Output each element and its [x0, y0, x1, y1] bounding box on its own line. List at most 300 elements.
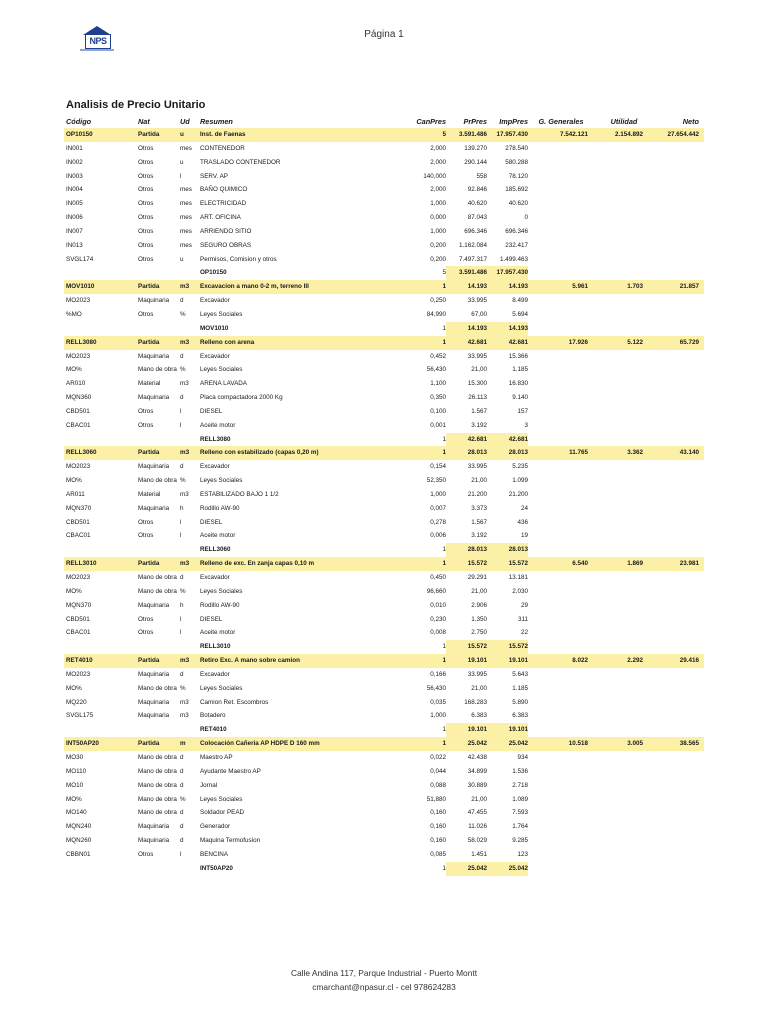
- cell-imppres: 15.572: [508, 643, 528, 651]
- cell-canpres: 140,000: [423, 172, 446, 180]
- cell-nat: Otros: [138, 407, 154, 415]
- cell-imppres: 28.013: [508, 546, 528, 554]
- table-row: [64, 142, 704, 156]
- cell-nat: Maquinaria: [138, 837, 170, 845]
- cell-nat: Mano de obra: [138, 574, 177, 581]
- cell-nat: Otros: [138, 518, 154, 526]
- cell-codigo: MO110: [66, 767, 87, 775]
- cell-nat: Mano de obra: [138, 366, 177, 374]
- cell-ud: d: [180, 753, 184, 761]
- cell-resumen: Relleno con arena: [200, 338, 255, 346]
- cell-canpres: 1: [442, 643, 446, 651]
- cell-codigo: MO2023: [66, 463, 91, 471]
- cell-codigo: CBBN01: [66, 850, 91, 858]
- cell-resumen: Botadero: [200, 712, 226, 720]
- cell-canpres: 1: [442, 546, 446, 554]
- cell-prpres: 33.995: [467, 670, 487, 678]
- cell-prpres: 21,00: [471, 477, 487, 485]
- cell-canpres: 1: [442, 435, 446, 443]
- cell-resumen: Relleno de exc. En zanja capas 0,10 m: [200, 560, 315, 568]
- cell-ud: d: [180, 463, 184, 471]
- footer-contact: cmarchant@npasur.cl - cel 978624283: [312, 982, 456, 992]
- cell-canpres: 0,006: [430, 532, 446, 540]
- cell-prpres: 25.042: [467, 864, 487, 872]
- cell-resumen: BENCINA: [200, 850, 228, 858]
- cell-ud: d: [180, 781, 184, 789]
- cell-nat: Maquinaria: [138, 698, 170, 706]
- cell-canpres: 1: [442, 560, 446, 568]
- cell-imppres: 17.957.430: [496, 131, 528, 138]
- cell-ud: mes: [180, 200, 192, 208]
- cell-canpres: 0,000: [430, 214, 446, 222]
- cell-codigo: IN002: [66, 158, 83, 166]
- cell-canpres: 5: [442, 269, 446, 277]
- cell-ud: m3: [180, 283, 190, 291]
- cell-gastos-generales: 5.961: [572, 283, 588, 291]
- cell-resumen: BAÑO QUIMICO: [200, 186, 248, 194]
- table-row: [64, 599, 704, 613]
- cell-canpres: 0,350: [430, 394, 446, 402]
- cell-imppres: 19.101: [508, 726, 528, 734]
- cell-prpres: 14.193: [467, 324, 487, 332]
- cell-resumen: Leyes Sociales: [200, 477, 243, 485]
- cell-nat: Maquinaria: [138, 394, 170, 402]
- cell-canpres: 0,160: [430, 837, 446, 845]
- cell-nat: Otros: [138, 214, 154, 222]
- cell-nat: Partida: [138, 657, 160, 665]
- cell-nat: Partida: [138, 740, 160, 748]
- cell-codigo: AR011: [66, 490, 85, 498]
- partida-row: [64, 280, 704, 294]
- cell-neto: 27.654.442: [667, 131, 699, 138]
- cell-resumen: RELL3060: [200, 546, 231, 554]
- cell-ud: %: [180, 684, 186, 692]
- cell-canpres: 0,278: [430, 518, 446, 526]
- cell-ud: m: [180, 740, 186, 748]
- cell-imppres: 22: [520, 629, 528, 637]
- cell-resumen: DIESEL: [200, 407, 223, 415]
- cell-codigo: CBD501: [66, 407, 90, 415]
- cell-nat: Partida: [138, 283, 160, 291]
- table-row: [64, 529, 704, 543]
- table-row: [64, 419, 704, 433]
- cell-resumen: Jornal: [200, 781, 218, 789]
- cell-resumen: Leyes Sociales: [200, 310, 243, 318]
- cell-prpres: 3.373: [471, 504, 487, 512]
- cell-ud: h: [180, 601, 184, 609]
- cell-nat: Partida: [138, 131, 160, 138]
- table-row: [64, 696, 704, 710]
- cell-prpres: 21,00: [471, 366, 487, 374]
- cell-imppres: 232.417: [505, 241, 528, 249]
- cell-canpres: 2,000: [430, 144, 446, 152]
- cell-prpres: 1.567: [471, 518, 487, 526]
- partida-row: [64, 654, 704, 668]
- cell-imppres: 24: [520, 504, 528, 512]
- cell-imppres: 8.499: [512, 297, 528, 305]
- cell-canpres: 0,160: [430, 809, 446, 817]
- cell-nat: Otros: [138, 227, 154, 235]
- cell-ud: d: [180, 823, 184, 831]
- cell-resumen: Colocación Cañeria AP HDPE D 160 mm: [200, 740, 320, 748]
- cell-prpres: 15.300: [467, 380, 487, 388]
- col-header-prpres: PrPres: [463, 117, 487, 126]
- cell-canpres: 84,990: [426, 310, 446, 318]
- cell-imppres: 16.830: [508, 380, 528, 388]
- cell-canpres: 0,230: [430, 615, 446, 623]
- cell-resumen: Excavador: [200, 670, 230, 678]
- cell-resumen: Permisos, Comision y otros: [200, 255, 277, 263]
- cell-nat: Otros: [138, 255, 154, 263]
- table-row: [64, 225, 704, 239]
- cell-canpres: 96,660: [426, 587, 446, 595]
- cell-nat: Otros: [138, 532, 154, 540]
- cell-nat: Otros: [138, 144, 154, 152]
- cell-resumen: SERV. AP: [200, 172, 229, 180]
- cell-codigo: MO2023: [66, 670, 91, 678]
- cell-nat: Partida: [138, 338, 160, 346]
- cell-resumen: Relleno con estabilizado (capas 0,20 m): [200, 449, 319, 457]
- cell-canpres: 2,000: [430, 186, 446, 194]
- cell-imppres: 9.140: [512, 394, 528, 402]
- table-row: [64, 350, 704, 364]
- cell-gastos-generales: 17.926: [568, 338, 588, 346]
- cell-utilidad: 3.005: [627, 740, 643, 748]
- cell-ud: d: [180, 352, 184, 360]
- cell-ud: %: [180, 587, 186, 595]
- cell-resumen: Maestro AP: [200, 753, 233, 761]
- cell-ud: m3: [180, 449, 190, 457]
- cell-ud: m3: [180, 490, 189, 498]
- partida-row: [64, 737, 704, 751]
- cell-imppres: 1.185: [512, 366, 528, 374]
- subtotal-row: [64, 543, 704, 557]
- cell-resumen: ELECTRICIDAD: [200, 200, 247, 208]
- cell-prpres: 1.162.084: [458, 241, 487, 249]
- cell-nat: Partida: [138, 560, 160, 568]
- cell-imppres: 78.120: [508, 172, 528, 180]
- cell-gastos-generales: 11.765: [569, 449, 588, 457]
- table-body: [64, 128, 704, 876]
- cell-prpres: 42.681: [467, 435, 487, 443]
- cell-canpres: 0,200: [430, 255, 446, 263]
- col-header-neto: Neto: [682, 117, 699, 126]
- cell-prpres: 19.101: [467, 726, 487, 734]
- logo-underline: [80, 49, 114, 51]
- cell-ud: u: [180, 255, 184, 263]
- cell-prpres: 28.013: [467, 449, 487, 457]
- cell-resumen: Camion Ret. Escombros: [200, 698, 269, 706]
- cell-prpres: 2.750: [471, 629, 487, 637]
- subtotal-row: [64, 322, 704, 336]
- cell-utilidad: 5.122: [627, 338, 643, 346]
- cell-neto: 23.981: [679, 560, 699, 568]
- cell-canpres: 0,008: [430, 629, 446, 637]
- table-row: [64, 848, 704, 862]
- cell-prpres: 29.291: [467, 574, 487, 581]
- cell-prpres: 11.026: [468, 823, 487, 831]
- cell-nat: Otros: [138, 310, 154, 318]
- cell-resumen: Generador: [200, 823, 231, 831]
- table-row: [64, 820, 704, 834]
- cell-utilidad: 1.869: [627, 560, 643, 568]
- cell-prpres: 15.572: [467, 643, 487, 651]
- cell-canpres: 0,022: [430, 753, 446, 761]
- cell-codigo: IN007: [66, 227, 83, 235]
- cell-codigo: RELL3010: [66, 560, 97, 568]
- cell-canpres: 1: [442, 864, 446, 872]
- document-title: Analisis de Precio Unitario: [66, 99, 206, 111]
- cell-imppres: 3: [524, 421, 528, 429]
- cell-gastos-generales: 6.540: [572, 560, 588, 568]
- cell-ud: mes: [180, 186, 192, 194]
- cell-nat: Otros: [138, 186, 154, 194]
- cell-canpres: 1: [442, 338, 446, 346]
- col-header-codigo: Código: [66, 117, 92, 126]
- cell-resumen: Leyes Sociales: [200, 366, 243, 374]
- cell-nat: Mano de obra: [138, 684, 177, 692]
- cell-resumen: Rodillo AW-90: [200, 601, 240, 609]
- cell-canpres: 52,350: [426, 477, 446, 485]
- cell-utilidad: 1.703: [627, 283, 643, 291]
- cell-prpres: 30.889: [467, 781, 487, 789]
- cell-gastos-generales: 8.022: [572, 657, 588, 665]
- cell-canpres: 0,035: [430, 698, 446, 706]
- cell-canpres: 1,000: [430, 490, 446, 498]
- cell-codigo: IN005: [66, 200, 83, 208]
- cell-ud: m3: [180, 698, 189, 706]
- cell-codigo: RELL3060: [66, 449, 97, 457]
- cell-prpres: 3.192: [471, 421, 487, 429]
- cell-prpres: 7.497.317: [458, 255, 487, 263]
- cell-canpres: 0,010: [430, 601, 446, 609]
- subtotal-row: [64, 723, 704, 737]
- cell-ud: l: [180, 629, 182, 637]
- table-row: [64, 709, 704, 723]
- cell-nat: Otros: [138, 615, 154, 623]
- page-number: Página 1: [364, 29, 404, 40]
- cell-codigo: MO%: [66, 684, 82, 692]
- cell-prpres: 26.113: [468, 394, 487, 402]
- cell-ud: l: [180, 421, 182, 429]
- cell-resumen: Excavacion a mano 0-2 m, terreno III: [200, 283, 309, 291]
- cell-ud: d: [180, 837, 184, 845]
- cell-canpres: 1: [442, 324, 446, 332]
- cell-nat: Otros: [138, 241, 154, 249]
- cell-nat: Maquinaria: [138, 712, 170, 720]
- cell-resumen: Inst. de Faenas: [200, 131, 246, 138]
- cell-gastos-generales: 7.542.121: [559, 131, 588, 138]
- cell-canpres: 0,166: [430, 670, 446, 678]
- cell-canpres: 0,088: [430, 781, 446, 789]
- cell-prpres: 92.846: [467, 186, 487, 194]
- cell-ud: mes: [180, 227, 192, 235]
- cell-imppres: 5.694: [512, 310, 528, 318]
- subtotal-row: [64, 862, 704, 876]
- table-row: [64, 156, 704, 170]
- cell-prpres: 25.042: [467, 740, 487, 748]
- cell-imppres: 1.764: [512, 823, 528, 831]
- cell-canpres: 5: [442, 131, 446, 138]
- cell-imppres: 14.193: [508, 283, 528, 291]
- cell-utilidad: 2.154.892: [614, 131, 643, 138]
- table-row: [64, 211, 704, 225]
- cell-codigo: CBD501: [66, 615, 90, 623]
- cell-prpres: 696.346: [464, 227, 487, 235]
- cell-ud: l: [180, 850, 182, 858]
- col-header-resumen: Resumen: [200, 117, 233, 126]
- cell-prpres: 87.043: [467, 214, 487, 222]
- cell-nat: Mano de obra: [138, 753, 177, 761]
- table-row: [64, 183, 704, 197]
- cell-resumen: RET4010: [200, 726, 227, 734]
- cell-codigo: MO10: [66, 781, 84, 789]
- cell-prpres: 19.101: [467, 657, 487, 665]
- cell-resumen: ESTABILIZADO BAJO 1 1/2: [200, 490, 279, 498]
- cell-imppres: 7.593: [512, 809, 528, 817]
- cell-canpres: 0,085: [430, 850, 446, 858]
- subtotal-row: [64, 266, 704, 280]
- cell-gastos-generales: 10.518: [568, 740, 588, 748]
- cell-imppres: 2.718: [512, 781, 528, 789]
- cell-codigo: IN013: [66, 241, 83, 249]
- cell-ud: d: [180, 574, 184, 581]
- cell-canpres: 1,000: [430, 200, 446, 208]
- apu-table: [64, 115, 704, 876]
- cell-ud: mes: [180, 214, 192, 222]
- table-row: [64, 682, 704, 696]
- cell-prpres: 1.567: [471, 407, 487, 415]
- cell-ud: d: [180, 394, 184, 402]
- cell-prpres: 67,00: [471, 310, 487, 318]
- cell-prpres: 21,00: [471, 795, 487, 803]
- cell-prpres: 47.455: [467, 809, 487, 817]
- cell-codigo: MQ220: [66, 698, 87, 706]
- cell-canpres: 2,000: [430, 158, 446, 166]
- cell-resumen: Leyes Sociales: [200, 587, 243, 595]
- cell-nat: Material: [138, 380, 161, 388]
- cell-codigo: IN001: [66, 144, 83, 152]
- cell-imppres: 278.540: [505, 144, 528, 152]
- cell-imppres: 19.101: [508, 657, 528, 665]
- cell-canpres: 0,200: [430, 241, 446, 249]
- cell-codigo: MO30: [66, 753, 84, 761]
- cell-resumen: OP10150: [200, 269, 227, 277]
- col-header-gastos-generales: G. Generales: [538, 117, 584, 126]
- cell-codigo: MO%: [66, 795, 82, 803]
- partida-row: [64, 336, 704, 350]
- cell-codigo: MOV1010: [66, 283, 95, 291]
- cell-canpres: 0,154: [430, 463, 446, 471]
- cell-imppres: 15.572: [508, 560, 528, 568]
- cell-canpres: 1,000: [430, 227, 446, 235]
- table-row: [64, 516, 704, 530]
- table-row: [64, 793, 704, 807]
- cell-resumen: Soldador PEAD: [200, 809, 245, 817]
- cell-ud: d: [180, 297, 184, 305]
- cell-ud: m3: [180, 380, 189, 388]
- cell-ud: %: [180, 366, 186, 374]
- cell-ud: l: [180, 518, 182, 526]
- table-row: [64, 197, 704, 211]
- cell-ud: m3: [180, 560, 190, 568]
- cell-resumen: RELL3080: [200, 435, 231, 443]
- cell-prpres: 40.620: [467, 200, 487, 208]
- partida-row: [64, 557, 704, 571]
- cell-imppres: 25.042: [508, 740, 528, 748]
- cell-imppres: 2.030: [512, 587, 528, 595]
- cell-ud: %: [180, 310, 186, 318]
- cell-prpres: 290.144: [464, 158, 487, 166]
- col-header-canpres: CanPres: [416, 117, 446, 126]
- cell-prpres: 6.383: [471, 712, 487, 720]
- cell-resumen: Excavador: [200, 463, 230, 471]
- cell-codigo: MQN370: [66, 504, 92, 512]
- cell-codigo: INT50AP20: [66, 740, 99, 748]
- cell-codigo: MQN360: [66, 394, 92, 402]
- cell-codigo: IN004: [66, 186, 83, 194]
- table-row: [64, 239, 704, 253]
- cell-codigo: SVGL174: [66, 255, 94, 263]
- cell-nat: Maquinaria: [138, 463, 170, 471]
- cell-canpres: 1: [442, 283, 446, 291]
- cell-nat: Maquinaria: [138, 670, 170, 678]
- subtotal-row: [64, 640, 704, 654]
- cell-ud: %: [180, 477, 186, 485]
- cell-nat: Partida: [138, 449, 160, 457]
- cell-ud: l: [180, 407, 182, 415]
- cell-canpres: 0,452: [430, 352, 446, 360]
- cell-canpres: 1: [442, 726, 446, 734]
- cell-resumen: Aceite motor: [200, 629, 236, 637]
- cell-canpres: 56,430: [426, 684, 446, 692]
- cell-prpres: 3.192: [471, 532, 487, 540]
- cell-imppres: 29: [520, 601, 528, 609]
- table-row: [64, 834, 704, 848]
- cell-ud: mes: [180, 241, 192, 249]
- cell-ud: d: [180, 809, 184, 817]
- table-row: [64, 765, 704, 779]
- cell-resumen: Excavador: [200, 297, 230, 305]
- cell-prpres: 1.350: [471, 615, 487, 623]
- cell-imppres: 42.681: [508, 435, 528, 443]
- cell-canpres: 0,007: [430, 504, 446, 512]
- col-header-ud: Ud: [180, 117, 190, 126]
- cell-canpres: 1,000: [430, 712, 446, 720]
- cell-ud: l: [180, 172, 182, 180]
- table-row: [64, 474, 704, 488]
- cell-imppres: 17.957.430: [496, 269, 528, 277]
- subtotal-row: [64, 433, 704, 447]
- cell-prpres: 33.995: [467, 352, 487, 360]
- cell-codigo: MO%: [66, 587, 82, 595]
- cell-canpres: 51,880: [426, 795, 446, 803]
- cell-ud: l: [180, 615, 182, 623]
- table-row: [64, 391, 704, 405]
- cell-prpres: 15.572: [467, 560, 487, 568]
- cell-nat: Otros: [138, 629, 154, 637]
- cell-codigo: MQN240: [66, 823, 92, 831]
- cell-canpres: 0,001: [430, 421, 446, 429]
- cell-imppres: 19: [520, 532, 528, 540]
- col-header-imppres: ImpPres: [499, 117, 528, 126]
- cell-prpres: 33.995: [467, 297, 487, 305]
- cell-imppres: 157: [517, 407, 528, 415]
- cell-utilidad: 3.362: [627, 449, 643, 457]
- cell-imppres: 0: [524, 214, 528, 222]
- cell-resumen: TRASLADO CONTENEDOR: [200, 158, 281, 166]
- cell-codigo: CBAC01: [66, 629, 91, 637]
